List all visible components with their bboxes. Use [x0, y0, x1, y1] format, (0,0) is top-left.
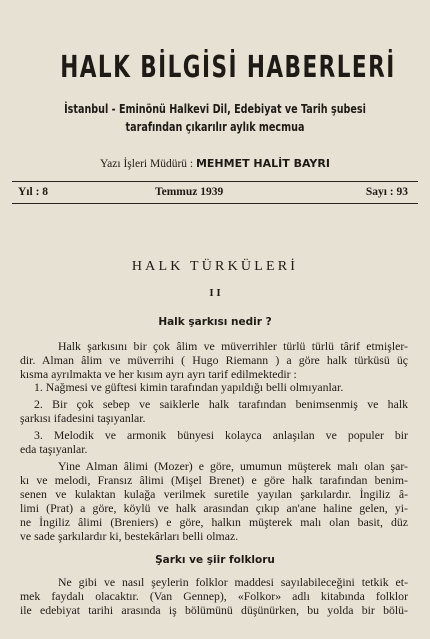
editor-name: MEHMET HALİT BAYRI [195, 157, 330, 170]
issue-year: Yıl : 8 [18, 186, 49, 198]
issue-date: Temmuz 1939 [155, 186, 224, 198]
masthead-title: HALK BİLGİSİ HABERLERİ [60, 50, 396, 85]
list-item: 3. Melodik ve armonik bünyesi kolayca anlaşılan ve populer bir [34, 428, 408, 442]
paragraph-line: Yine Alman âlimi (Mozer) e göre, umumun müşterek malı olan şar- [58, 459, 408, 473]
paragraph-line: Ne gibi ve nasıl şeylerin folklor maddesi sayılabileceğini tetkik et- [58, 575, 408, 589]
paragraph-line: ve sade şarkılardır ki, bestekârları belli olmaz. [20, 529, 239, 543]
paragraph-line: senen ve kulaktan kulağa verilmek suretile yayılan şarkılardır. İngiliz â- [20, 487, 408, 501]
list-item: 1. Nağmesi ve güftesi kimin tarafından yapıldığı belli olmıyanlar. [34, 380, 344, 394]
paragraph-line: mek faydalı olacaktır. (Van Gennep), «Folkor» adlı kitabında folklor [20, 589, 408, 603]
paragraph-line: limi (Prat) a göre, köylü ve halk arasından çıkıp an'ane haline gelen, yi- [20, 501, 408, 515]
masthead-subtitle-line-2: tarafından çıkarılır aylık mecmua [125, 120, 305, 134]
paragraph-line: kı ve melodi, Fransız âlimi (Mişel Brenet) e göre halk tarafından benim- [20, 473, 408, 487]
editor-label: Yazı İşleri Müdürü : [100, 158, 194, 170]
paragraph-line: kısma ayrılmakta ve her kısım ayrı ayrı tarif edilmektedir : [20, 367, 297, 381]
section-heading-1: Halk şarkısı nedir ? [158, 316, 272, 328]
list-item-continuation: eda taşıyanlar. [20, 442, 88, 456]
issue-info-row [18, 186, 408, 200]
masthead-subtitle-line-1: İstanbul - Eminönü Halkevi Dil, Edebiyat ve Tarih şubesi [64, 102, 366, 116]
top-rule [12, 181, 418, 182]
section-heading-2: Şarkı ve şiir folkloru [155, 554, 275, 566]
paragraph-line: dir. Alman âlim ve müverrihi ( Hugo Riemann ) a göre halk türküsü üç [20, 353, 408, 367]
paragraph-line: Halk şarkısını bir çok âlim ve müverrihler türlü türlü târif etmişler- [58, 339, 408, 353]
paragraph-line: ne İngiliz âlimi (Breniers) e göre, halkın müşterek malı olan basit, düz [20, 515, 408, 529]
article-part-number: I I [209, 287, 221, 299]
paragraph-line: ile edebiyat tarihi arasında iş bölümünü düşünürken, bu yolda bir bölü- [20, 603, 408, 617]
article-title: HALK TÜRKÜLERİ [131, 259, 299, 274]
bottom-rule [12, 203, 418, 204]
issue-number: Sayı : 93 [365, 186, 408, 198]
editor-credit [0, 157, 430, 170]
list-item-continuation: şarkısı ifadesini taşıyanlar. [20, 411, 146, 425]
list-item: 2. Bir çok sebep ve saiklerle halk tarafından benimsenmiş ve halk [34, 397, 408, 411]
